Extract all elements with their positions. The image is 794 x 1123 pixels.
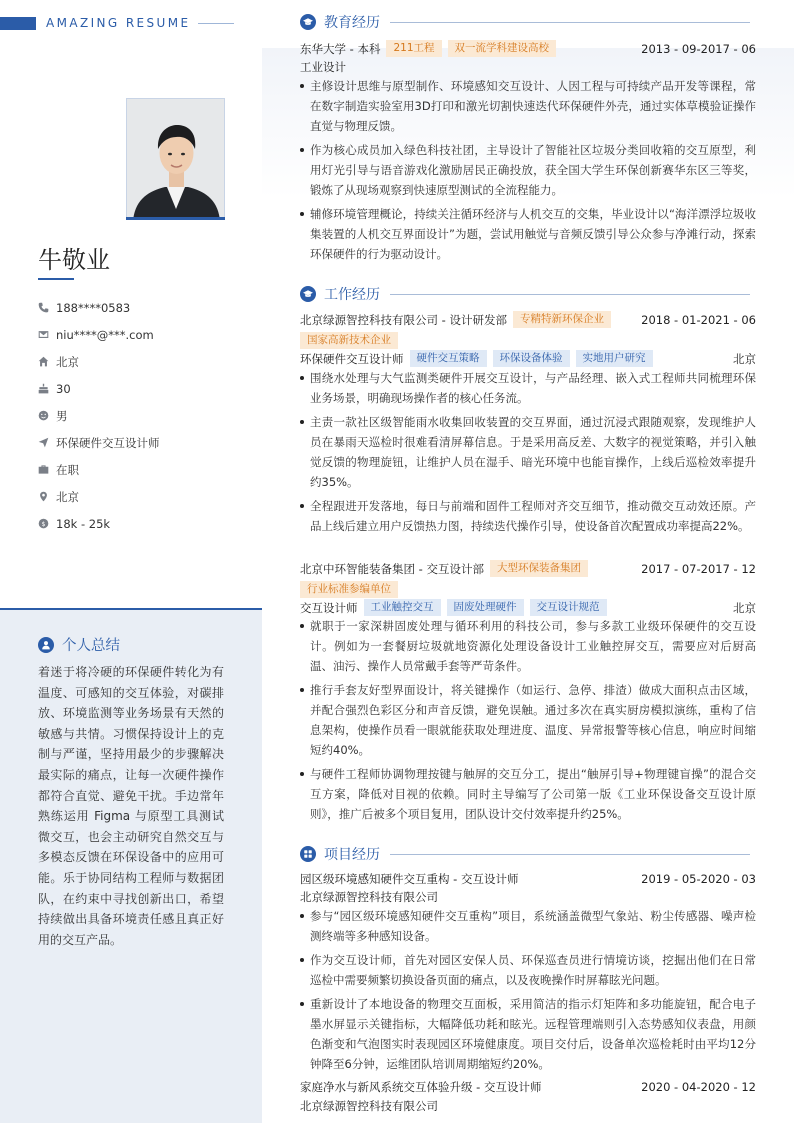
job-skill-tag: 交互设计规范 [530,599,607,616]
info-target-city-text: 北京 [56,489,79,504]
brand-accent-bar [0,17,36,30]
send-icon [38,437,56,448]
education-tag: 211工程 [386,40,441,57]
project-name-row [300,871,756,887]
candidate-name: 牛敬业 [38,246,110,274]
bullet-item: 全程跟进开发落地，每日与前端和固件工程师对齐交互细节，推动微交互动效还原。产品上线后建立用户反馈热力图，持续迭代操作引导，使设备首次配置成功率提高22%。 [300,496,756,536]
job-bullets [300,616,756,828]
info-age [38,375,248,402]
job-tag: 专精特新环保企业 [513,311,611,328]
info-target-city [38,483,248,510]
job-tag: 国家高新技术企业 [300,332,398,349]
photo-accent-line [126,217,225,220]
profile-photo [126,98,225,220]
project-org: 北京绿源智控科技有限公司 [300,890,438,904]
job-company-row [300,560,756,577]
bullet-item: 推行手套友好型界面设计，将关键操作（如运行、急停、排渣）做成大面积点击区域，并配合强烈色彩区分和声音反馈，避免误触。通过多次在真实厨房模拟演练，重构了信息架构，使操作员看一眼就能获取处理进度、温度、异常报警等核心信息，响应时间缩短约40%。 [300,680,756,760]
work-title: 工作经历 [324,287,380,303]
job-bullets [300,368,756,540]
job-company-row [300,311,756,328]
info-gender [38,402,248,429]
info-residence [38,348,248,375]
bullet-item: 辅修环境管理概论，持续关注循环经济与人机交互的交集，毕业设计以“海洋漂浮垃圾收集装置的人机交互界面设计”为题，尝试用触觉与音频反馈引导公众参与净滩行动，探索环保硬件的行为驱动设计。 [300,204,756,264]
phone-icon [38,302,56,313]
graduation-cap-icon [300,14,316,30]
education-heading [300,12,756,32]
job-tag-row [300,581,756,598]
sidebar [0,0,262,1123]
bullet-item: 围绕水处理与大气监测类硬件开展交互设计，与产品经理、嵌入式工程师共同梳理环保业务场景，明确现场操作者的核心任务流。 [300,368,756,408]
svg-text:$: $ [41,520,46,528]
summary-title: 个人总结 [62,638,120,654]
job-skill-tag: 工业触控交互 [364,599,441,616]
job-skill-tag: 硬件交互策略 [410,350,487,367]
job-tag: 行业标准参编单位 [300,581,398,598]
info-job-target [38,429,248,456]
info-salary-text: 18k - 25k [56,516,111,531]
job-skill-tag: 环保设备体验 [493,350,570,367]
projects-title: 项目经历 [324,847,380,863]
bullet-item: 主修设计思维与原型制作、环境感知交互设计、人因工程与可持续产品开发等课程，常在数字制造实验室用3D打印和激光切割快速迭代环保硬件外壳，通过实体草模验证操作直觉与物理反馈。 [300,76,756,136]
job-role-row [300,599,756,616]
name-underline [38,278,74,280]
project-name: 家庭净水与新风系统交互体验升级 - 交互设计师 [300,1080,542,1094]
education-school: 东华大学 - 本科 [300,41,381,56]
person-portrait-icon [127,99,225,220]
project-org-row [300,889,756,905]
job-tag: 大型环保装备集团 [490,560,588,577]
info-email-text: niu****@***.com [56,327,154,342]
contact-info-list [38,294,248,537]
job-company: 北京中环智能装备集团 - 交互设计部 [300,561,484,576]
cake-icon [38,383,56,394]
job-skill-tag: 固废处理硬件 [447,599,524,616]
summary-heading [38,634,120,655]
job-company: 北京绿源智控科技有限公司 - 设计研发部 [300,312,507,327]
info-age-text: 30 [56,381,71,396]
projects-heading [300,844,756,864]
briefcase-icon [38,464,56,475]
brand-title: AMAZING RESUME [46,16,191,30]
project-bullets [300,906,756,1078]
gender-icon [38,410,56,421]
bullet-item: 主责一款社区级智能雨水收集回收装置的交互界面，通过沉浸式跟随观察，发现维护人员在暴雨天巡检时很难看清屏幕信息。于是采用高反差、大数字的视觉策略，并引入触觉反馈的物理旋钮，让维护人员在湿手、暗光环境中也能盲操作，上线后巡检效率提升约35%。 [300,412,756,492]
education-period: 2013 - 09-2017 - 06 [641,41,756,56]
info-residence-text: 北京 [56,354,79,369]
home-icon [38,356,56,367]
project-name-row [300,1079,756,1095]
graduation-cap-icon [300,286,316,302]
info-phone-text: 188****0583 [56,300,131,315]
bullet-item: 与硬件工程师协调物理按键与触屏的交互分工，提出“触屏引导+物理键盲操”的混合交互方案，降低对目视的依赖。同时主导编写了公司第一版《工业环保设备交互设计原则》，推广后被多个项目复用，团队设计交付效率提升约25%。 [300,764,756,824]
mail-icon [38,329,56,340]
project-period: 2019 - 05-2020 - 03 [641,872,756,886]
job-role-row [300,350,756,367]
projects-divider [390,854,750,855]
info-gender-text: 男 [56,408,68,423]
info-status-text: 在职 [56,462,79,477]
work-divider [390,294,750,295]
project-name: 园区级环境感知硬件交互重构 - 交互设计师 [300,872,519,886]
job-period: 2018 - 01-2021 - 06 [641,312,756,327]
bullet-item: 重新设计了本地设备的物理交互面板，采用简洁的指示灯矩阵和多功能旋钮，配合电子墨水屏显示关键指标，大幅降低功耗和眩光。远程管理端则引入态势感知仪表盘，用颜色渐变和气泡图实时表现园区环境健康度。项目交付后，设备单次巡检耗时由平均12分钟降至6分钟，运维团队培训周期缩短约20%。 [300,994,756,1074]
grid-icon [300,846,316,862]
location-pin-icon [38,491,56,502]
bullet-item: 作为核心成员加入绿色科技社团，主导设计了智能社区垃圾分类回收箱的交互原型，利用灯光引导与语音游戏化激励居民正确投放，获全国大学生环保创新赛华东区三等奖，锻炼了从现场观察到快速原型测试的全流程能力。 [300,140,756,200]
job-city: 北京 [733,351,756,366]
education-tag: 双一流学科建设高校 [448,40,557,57]
job-tag-row [300,332,756,349]
education-title: 教育经历 [324,15,380,31]
project-org-row [300,1098,756,1114]
education-bullets [300,76,756,268]
project-org: 北京绿源智控科技有限公司 [300,1099,438,1113]
education-major: 工业设计 [300,60,346,74]
job-role: 环保硬件交互设计师 [300,351,404,366]
work-heading [300,284,756,304]
job-skill-tag: 实地用户研究 [576,350,653,367]
summary-text: 着迷于将冷硬的环保硬件转化为有温度、可感知的交互体验，对碳排放、环境监测等业务场景有天然的敏感与共情。习惯保持设计上的克制与严谨，坚持用最少的步骤解决最实际的痛点，让每一次硬件操作都符合直觉、避免干扰。手边常年熟练运用 Figma 与原型工具测试微交互，也会主动研究自然交互与多模态反馈在环保设备中的应用可能。乐于协同结构工程师与数据团队，在约束中寻找创新出口，希望持续做出具备环境责任感且真正好用的交互产品。 [38,665,224,947]
bullet-item: 参与“园区级环境感知硬件交互重构”项目，系统涵盖微型气象站、粉尘传感器、噪声检测终端等多种感知设备。 [300,906,756,946]
info-status [38,456,248,483]
education-major-row [300,59,756,75]
user-icon [38,637,54,653]
job-city: 北京 [733,600,756,615]
bullet-item: 作为交互设计师，首先对园区安保人员、环保巡查员进行情境访谈，挖掘出他们在日常巡检中需要频繁切换设备页面的痛点，以及夜晚操作时屏幕眩光问题。 [300,950,756,990]
job-period: 2017 - 07-2017 - 12 [641,561,756,576]
info-phone [38,294,248,321]
salary-icon [38,518,56,529]
job-role: 交互设计师 [300,600,358,615]
education-school-row [300,40,756,57]
brand-divider [198,23,234,24]
education-divider [390,22,750,23]
bullet-item: 就职于一家深耕固废处理与循环利用的科技公司，参与多款工业级环保硬件的交互设计。例如为一套餐厨垃圾就地资源化处理设备设计工业触控屏交互，需要应对后厨高温、油污、操作人员常戴手套等严苛条件。 [300,616,756,676]
brand-header [0,16,234,30]
project-period: 2020 - 04-2020 - 12 [641,1080,756,1094]
info-salary [38,510,248,537]
info-email [38,321,248,348]
info-job-target-text: 环保硬件交互设计师 [56,435,160,450]
